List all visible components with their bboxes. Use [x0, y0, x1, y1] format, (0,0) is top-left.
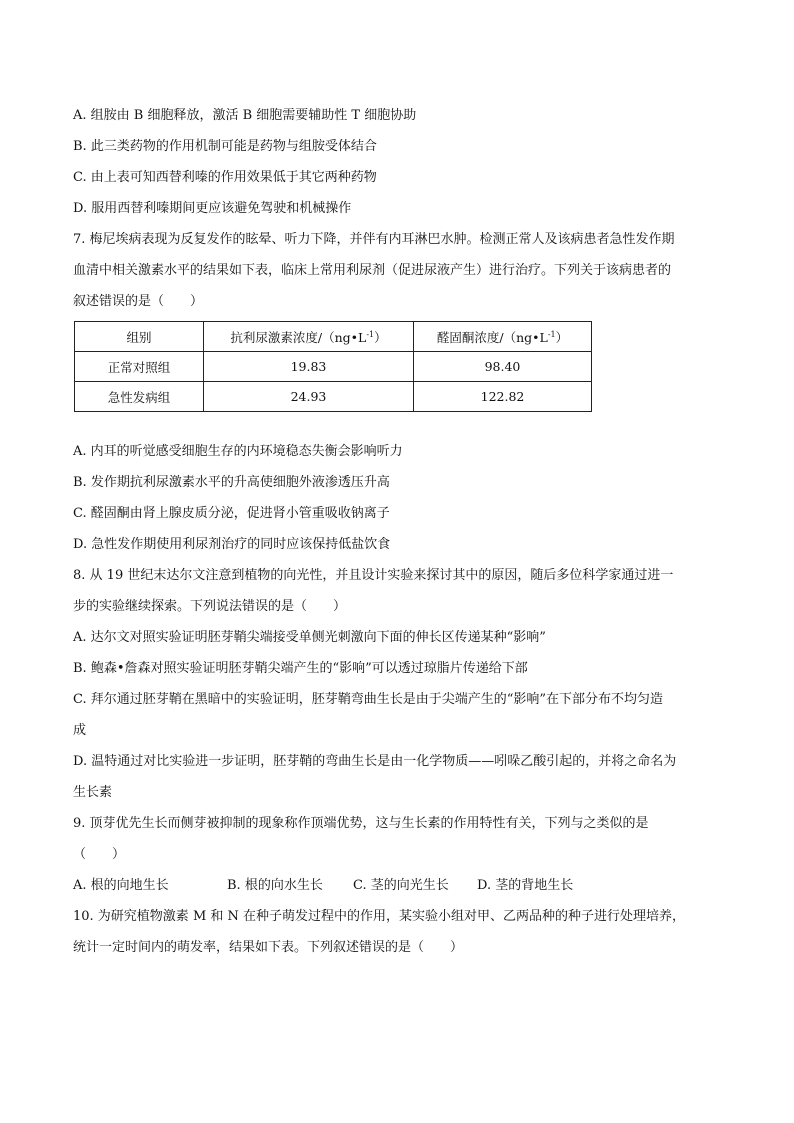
table-cell: 122.82	[414, 382, 592, 412]
q6-option-a: A. 组胺由 B 细胞释放，激活 B 细胞需要辅助性 T 细胞协助	[73, 108, 417, 123]
q7-stem-line-1: 7. 梅尼埃病表现为反复发作的眩晕、听力下降，并伴有内耳淋巴水肿。检测正常人及该病患者急性发作期	[73, 232, 675, 247]
table-header-row	[75, 322, 592, 352]
q6-option-c: C. 由上表可知西替利嗪的作用效果低于其它两种药物	[73, 170, 377, 185]
question-7	[73, 224, 723, 560]
table-header-adh: 抗利尿激素浓度$/(ng•L^{-1})$	[204, 322, 414, 352]
q7-option-b: B. 发作期抗利尿激素水平的升高使细胞外液渗透压升高	[73, 475, 390, 490]
q7-stem-line-3: 叙述错误的是（ ）	[73, 294, 204, 309]
q8-option-d: D. 温特通过对比实验进一步证明，胚芽鞘的弯曲生长是由一化学物质——吲哚乙酸引起的，并将之命名为	[73, 754, 677, 769]
q8-option-b: B. 鲍森•詹森对照实验证明胚芽鞘尖端产生的“影响”可以透过琼脂片传递给下部	[73, 661, 528, 676]
q9-option-c: C. 茎的向光生长	[353, 878, 449, 893]
table-cell: 98.40	[414, 352, 592, 382]
table-header-aldosterone: 醛固酮浓度$/(ng•L^{-1})$	[414, 322, 592, 352]
table-cell: 正常对照组	[75, 352, 204, 382]
q9-options	[73, 870, 723, 901]
q7-option-d: D. 急性发作期使用利尿剂治疗的同时应该保持低盐饮食	[73, 537, 391, 552]
exam-page	[73, 100, 723, 963]
q9-stem-line-2: （ ）	[73, 847, 126, 862]
q9-option-b: B. 根的向水生长	[227, 878, 323, 893]
question-9	[73, 808, 723, 901]
question-8	[73, 560, 723, 808]
table-cell: 24.93	[204, 382, 414, 412]
q8-option-c: C. 拜尔通过胚芽鞘在黑暗中的实验证明，胚芽鞘弯曲生长是由于尖端产生的“影响”在下部分布不均匀造	[73, 692, 664, 707]
q7-hormone-table	[74, 321, 592, 412]
table-cell: 19.83	[204, 352, 414, 382]
q8-option-c-cont: 成	[73, 723, 87, 738]
question-10	[73, 901, 723, 963]
q6-option-d: D. 服用西替利嗪期间更应该避免驾驶和机械操作	[73, 201, 352, 216]
q6-option-b: B. 此三类药物的作用机制可能是药物与组胺受体结合	[73, 139, 377, 154]
q8-stem-line-1: 8. 从 19 世纪末达尔文注意到植物的向光性，并且设计实验来探讨其中的原因，随后多位科学家通过进一	[73, 568, 674, 583]
table-row	[75, 352, 592, 382]
q6-options	[73, 100, 723, 224]
q7-option-c: C. 醛固酮由肾上腺皮质分泌，促进肾小管重吸收钠离子	[73, 506, 390, 521]
table-cell: 急性发病组	[75, 382, 204, 412]
table-header-group: 组别	[75, 322, 204, 352]
q8-option-a: A. 达尔文对照实验证明胚芽鞘尖端接受单侧光刺激向下面的伸长区传递某种“影响”	[73, 630, 546, 645]
q8-stem-line-2: 步的实验继续探索。下列说法错误的是（ ）	[73, 599, 347, 614]
q9-option-a: A. 根的向地生长	[73, 878, 169, 893]
q10-stem-line-1: 10. 为研究植物激素 M 和 N 在种子萌发过程中的作用，某实验小组对甲、乙两品种的种子进行处理培养，	[73, 909, 686, 924]
q7-stem-line-2: 血清中相关激素水平的结果如下表，临床上常用利尿剂（促进尿液产生）进行治疗。下列关于该病患者的	[73, 263, 672, 278]
q7-option-a: A. 内耳的听觉感受细胞生存的内环境稳态失衡会影响听力	[73, 444, 403, 459]
table-row	[75, 382, 592, 412]
q10-stem-line-2: 统计一定时间内的萌发率，结果如下表。下列叙述错误的是（ ）	[73, 940, 464, 955]
q9-option-d: D. 茎的背地生长	[477, 878, 574, 893]
q8-option-d-cont: 生长素	[73, 785, 113, 800]
q9-stem-line-1: 9. 顶芽优先生长而侧芽被抑制的现象称作顶端优势，这与生长素的作用特性有关，下列与之类似的是	[73, 816, 649, 831]
